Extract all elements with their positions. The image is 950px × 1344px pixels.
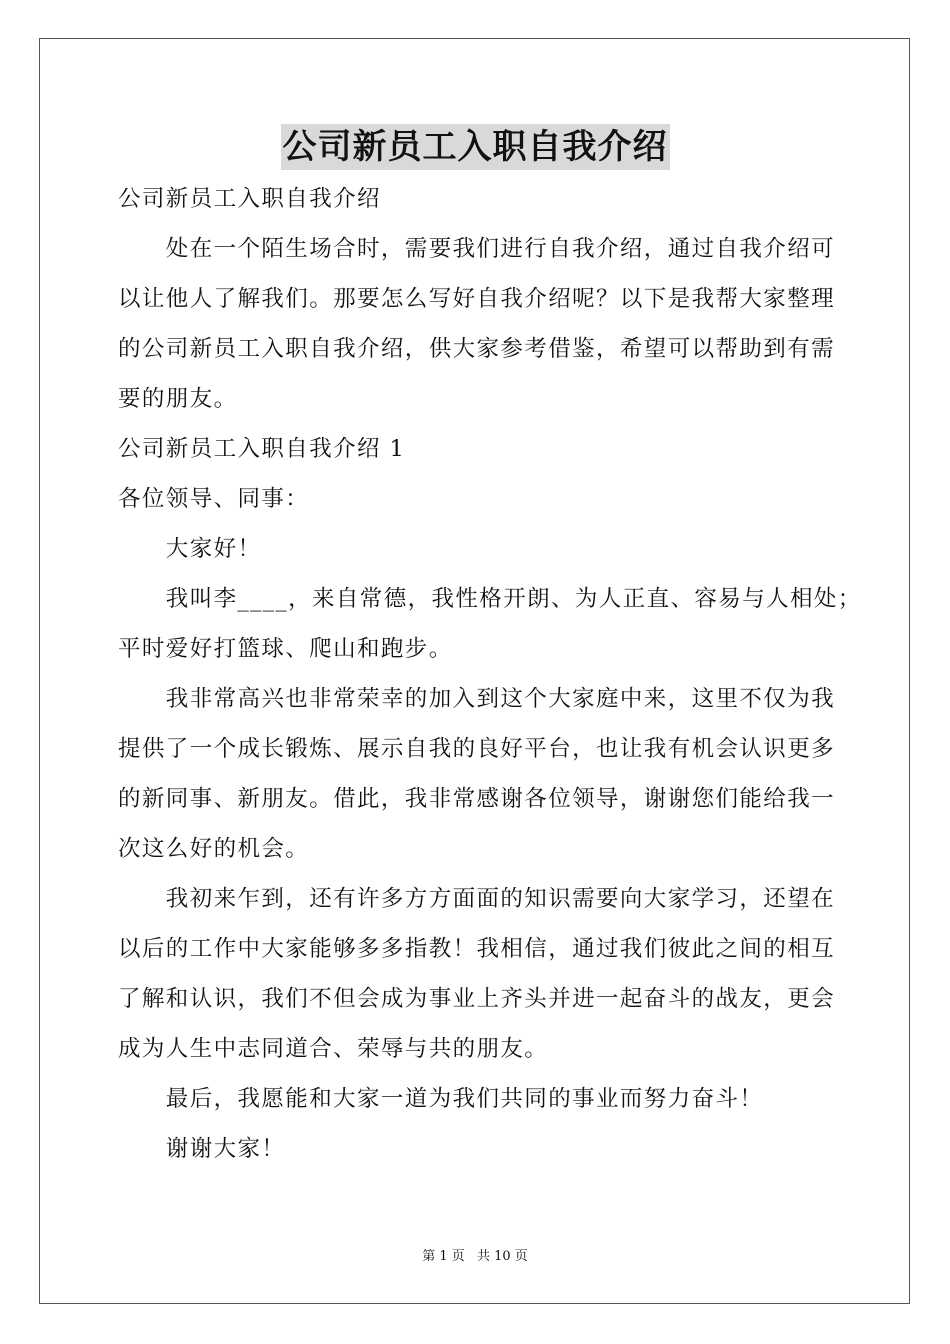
body-line: 我叫李____，来自常德，我性格开朗、为人正直、容易与人相处； <box>118 586 862 612</box>
salutation: 各位领导、同事： <box>118 486 310 512</box>
body-line: 平时爱好打篮球、爬山和跑步。 <box>118 636 453 662</box>
body-line: 最后，我愿能和大家一道为我们共同的事业而努力奋斗！ <box>118 1086 764 1112</box>
body-line: 处在一个陌生场合时，需要我们进行自我介绍，通过自我介绍可 <box>118 236 836 262</box>
body-line: 我非常高兴也非常荣幸的加入到这个大家庭中来，这里不仅为我 <box>118 686 836 712</box>
body-line: 的新同事、新朋友。借此，我非常感谢各位领导，谢谢您们能给我一 <box>118 786 836 812</box>
body-line: 我初来乍到，还有许多方方面面的知识需要向大家学习，还望在 <box>118 886 836 912</box>
document-title: 公司新员工入职自我介绍 <box>281 124 670 170</box>
page-number: 第 1 页 <box>422 1249 465 1264</box>
body-line: 的公司新员工入职自我介绍，供大家参考借鉴，希望可以帮助到有需 <box>118 336 836 362</box>
page-border <box>39 38 910 1304</box>
body-line: 以让他人了解我们。那要怎么写好自我介绍呢？以下是我帮大家整理 <box>118 286 836 312</box>
body-line: 成为人生中志同道合、荣辱与共的朋友。 <box>118 1036 549 1062</box>
section-heading: 公司新员工入职自我介绍 1 <box>118 436 406 462</box>
body-line: 要的朋友。 <box>118 386 238 412</box>
subtitle-line: 公司新员工入职自我介绍 <box>118 186 381 212</box>
body-line: 次这么好的机会。 <box>118 836 310 862</box>
greeting: 大家好！ <box>118 536 262 562</box>
body-line: 了解和认识，我们不但会成为事业上齐头并进一起奋斗的战友，更会 <box>118 986 836 1012</box>
body-line: 以后的工作中大家能够多多指教！我相信，通过我们彼此之间的相互 <box>118 936 836 962</box>
page-footer <box>0 1248 950 1266</box>
page-total: 共 10 页 <box>476 1249 528 1264</box>
title-container <box>0 124 950 170</box>
closing-line: 谢谢大家！ <box>118 1136 286 1162</box>
body-line: 提供了一个成长锻炼、展示自我的良好平台，也让我有机会认识更多 <box>118 736 836 762</box>
